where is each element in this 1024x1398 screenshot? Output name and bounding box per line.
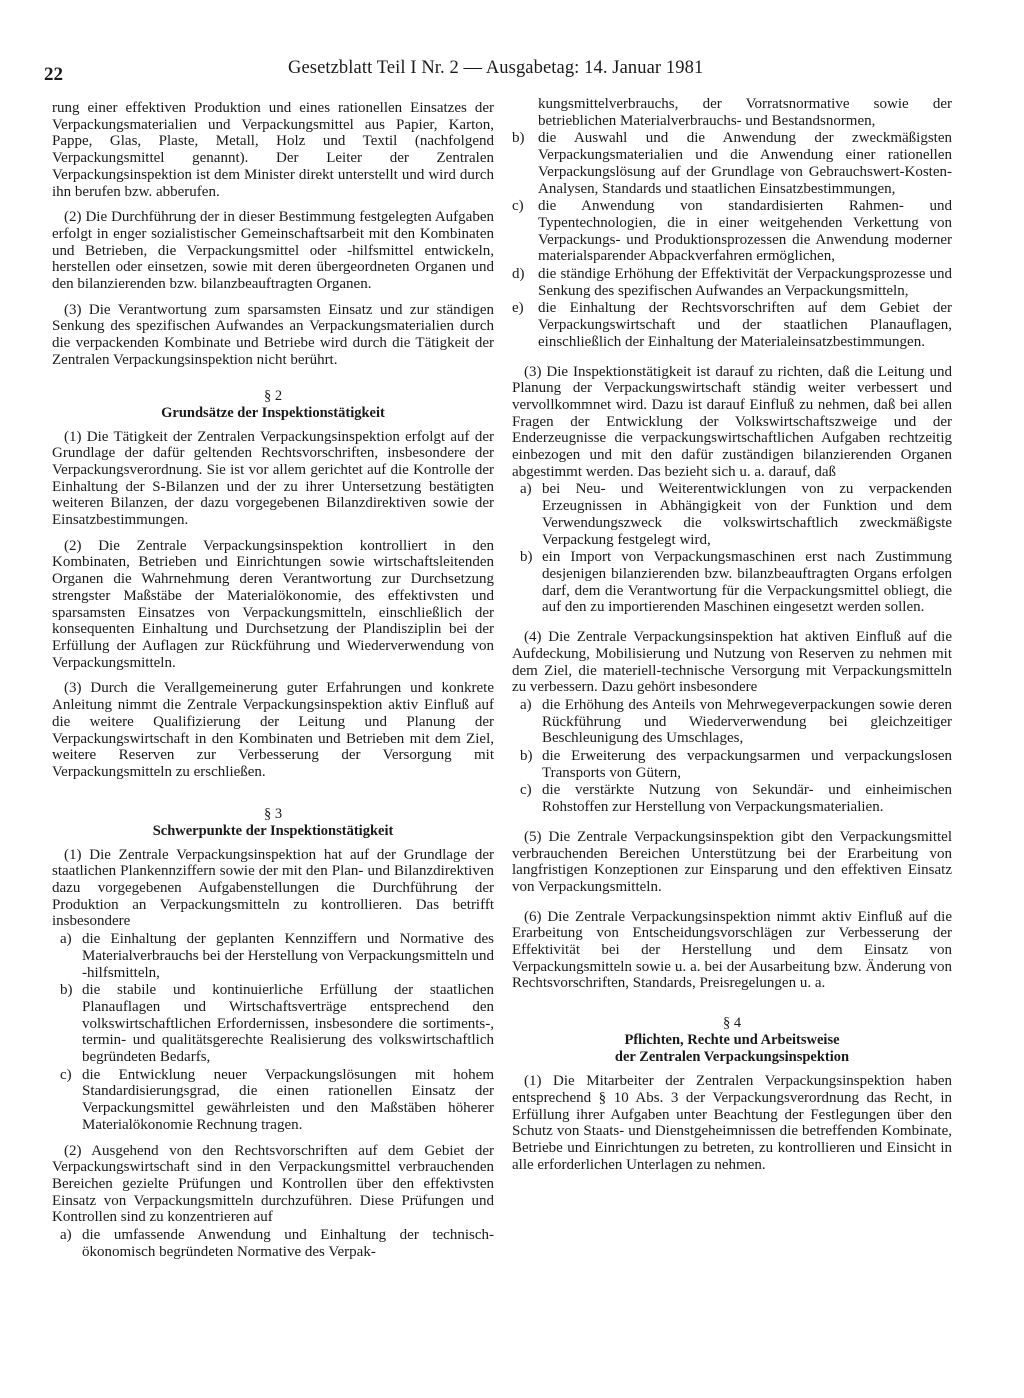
section-number-3: § 3 [263,805,283,822]
list-item [512,300,952,350]
list-item-text: die verstärkte Nutzung von Sekundär- und einheimischen Rohstoffen zur Herstellung von Verpackungsmaterialien. [542,782,952,816]
list-item-text: die Auswahl und die Anwendung der zweckmäßigsten Verpackungsmaterialien und die Anwendung einer rationellen Verpackungslösung auf der Grundlage von Gebrauchswert-Kosten-Analysen, Standards und staatlichen Einsatzbestimmungen, [538,130,952,197]
list-item-label: c) [520,782,532,799]
list-item-text: bei Neu- und Weiterentwicklungen von zu verpackenden Erzeugnissen in Abhängigkeit von der Funktion und dem Verwendungszweck die volkswirtschaftlich zweckmäßigste Verpackung festgelegt wird, [542,481,952,548]
paragraph-2-1: (1) Die Tätigkeit der Zentralen Verpackungsinspektion erfolgt auf der Grundlage der dafür geltenden Rechtsvorschriften, insbesondere der Verpackungsverordnung. Sie ist vor allem gerichtet auf die Kontrolle der Einhaltung der S-Bilanzen und der zu ihrer Untersetzung bestätigten weiteren Bilanzen, der dazu vorgegebenen Bilanzdirektiven sowie der Einsatzbestimmungen. [52,428,494,529]
paragraph-3-6: (6) Die Zentrale Verpackungsinspektion nimmt aktiv Einfluß auf die Erarbeitung von Entscheidungsvorschlägen zur Verbesserung der Effektivität bei der Herstellung und dem Einsatz von Verpackungsmitteln sowie u. a. bei der Ausarbeitung bzw. Änderung von Rechtsvorschriften, Standards, Preisregelungen u. a. [512,908,952,992]
paragraph-3-5: (5) Die Zentrale Verpackungsinspektion gibt den Verpackungsmittel verbrauchenden Bereichen Unterstützung bei der Erarbeitung von langfristigen Konzeptionen zur Einsparung und den effektiven Einsatz von Verpackungsmitteln. [512,828,952,895]
list-item-text: die Erhöhung des Anteils von Mehrwegeverpackungen sowie deren Rückführung und Wiederverwendung bei gleichzeitiger Beschleunigung des Umschlages, [542,696,952,747]
list-item-label: a) [520,696,532,713]
list-item-text: die stabile und kontinuierliche Erfüllung der staatlichen Planauflagen und Wirtschaftsverträge entsprechend den volkswirtschaftlichen Erfordernissen, insbesondere die sortiments-, termin- und qualitätsgerechte Realisierung des volkswirtschaftlich begründeten Bedarfs, [82,982,494,1066]
section-title-4-line-2: der Zentralen Verpackungsinspektion [614,1049,850,1066]
list-item-label: b) [520,748,533,765]
list-item [52,1067,494,1134]
list-item [52,982,494,1066]
paragraph-4-1: (1) Die Mitarbeiter der Zentralen Verpackungsinspektion haben entsprechend § 10 Abs. 3 der Verpackungsverordnung das Recht, in Erfüllung ihrer Aufgaben unter Beachtung der Festlegungen über den Schutz von Staats- und Dienstgeheimnissen die betreffenden Kombinate, Betriebe und Einrichtungen zu betreten, zu kontrollieren und Einsicht in alle erforderlichen Unterlagen zu nehmen. [512,1073,952,1173]
list-item-text: kungsmittelverbrauchs, der Vorratsnormative sowie der betrieblichen Materialverbrauchs- und Bestandsnormen, [538,96,952,129]
paragraph-3-2: (2) Ausgehend von den Rechtsvorschriften auf dem Gebiet der Verpackungswirtschaft sind in den Verpackungsmittel verbrauchenden Bereichen gezielte Prüfungen und Kontrollen über den effektivsten Einsatz von Verpackungsmitteln durchzuführen. Diese Prüfungen und Kontrollen sind zu konzentrieren auf [52,1142,494,1226]
paragraph-2-2: (2) Die Zentrale Verpackungsinspektion kontrolliert in den Kombinaten, Betrieben und Einrichtungen sowie wirtschaftsleitenden Organen die Wahrnehmung deren Verantwortung zur Durchsetzung strengster Maßstäbe der Materialökonomie, des effektivsten und sparsamsten Einsatzes von Verpackungsmitteln, einschließlich der konsequenten Einhaltung und Durchsetzung der Plandisziplin bei der Erfüllung der Auflagen zur Rückführung und Wiederverwendung von Verpackungsmitteln. [52,537,494,671]
page-header [44,54,974,94]
paragraph-3-1: (1) Die Zentrale Verpackungsinspektion hat auf der Grundlage der staatlichen Plankennziffern sowie der mit den Plan- und Bilanzdirektiven dazu vorgegebenen Aufgabenstellungen die Durchführung der Produktion an Verpackungsmitteln zu kontrollieren. Das betrifft insbesondere [52,846,494,930]
paragraph-2-3: (3) Durch die Verallgemeinerung guter Erfahrungen und konkrete Anleitung nimmt die Zentrale Verpackungsinspektion aktiv Einfluß auf die weitere Qualifizierung der Leitung und Planung der Verpackungswirtschaft in den Kombinaten und Betrieben mit dem Ziel, weitere Reserven zur Verbesserung der Versorgung mit Verpackungsmitteln zu erschließen. [52,680,494,780]
list-item [512,130,952,197]
list-item-label: b) [512,130,525,147]
list-item [512,697,952,747]
section-number-2: § 2 [263,387,283,404]
page-number: 22 [44,64,63,85]
list-item [512,481,952,548]
list-item-text: die Einhaltung der Rechtsvorschriften auf dem Gebiet der Verpackungswirtschaft und der staatlichen Planauflagen, einschließlich der Einhaltung der Materialeinsatzbestimmungen. [538,300,952,350]
list-item [512,782,952,815]
section-number-4: § 4 [722,1015,742,1032]
left-column [52,100,494,1260]
list-item-label: b) [520,549,533,566]
list-item-label: d) [512,266,525,283]
list-item-label: a) [60,931,72,948]
list-item-label: c) [512,198,524,215]
section-title-4-line-1: Pflichten, Rechte und Arbeitsweise [624,1032,840,1049]
paragraph-continued: rung einer effektiven Produktion und eines rationellen Einsatzes der Verpackungsmaterialien und Verpackungsmittel aus Papier, Karton, Pappe, Glas, Plaste, Metall, Holz und Textil (nachfolgend Verpackungsmittel genannt). Der Leiter der Zentralen Verpackungsinspektion ist dem Minister direkt unterstellt und wird durch ihn berufen bzw. abberufen. [52,100,494,200]
list-item [512,266,952,299]
list-item-text: die Einhaltung der geplanten Kennziffern und Normative des Materialverbrauchs bei der Herstellung von Verpackungsmitteln und -hilfsmitteln, [82,931,494,981]
paragraph-1-2: (2) Die Durchführung der in dieser Bestimmung festgelegten Aufgaben erfolgt in enger sozialistischer Gemeinschaftsarbeit mit den Kombinaten und Betrieben, die Verpackungsmittel oder -hilfsmittel entwickeln, herstellen oder einsetzen, sowie mit deren übergeordneten Organen und den bilanzierenden bzw. bilanzbeauftragten Organen. [52,209,494,293]
list-item-label: c) [60,1066,72,1083]
section-title-2: Grundsätze der Inspektionstätigkeit [161,404,385,421]
list-item-text: die ständige Erhöhung der Effektivität der Verpackungsprozesse und Senkung des spezifischen Aufwandes an Verpackungsmitteln, [538,266,952,299]
list-item [512,748,952,781]
gazette-header-title: Gesetzblatt Teil I Nr. 2 — Ausgabetag: 14. Januar 1981 [288,58,704,78]
paragraph-3-3: (3) Die Inspektionstätigkeit ist darauf zu richten, daß die Leitung und Planung der Verpackungswirtschaft ständig weiter verbessert und vervollkommnet wird. Dazu ist darauf Einfluß zu nehmen, daß bei allen Fragen der Entwicklung der Volkswirtschaftszweige und der Enderzeugnisse die verpackungswirtschaftlichen Aufgaben rechtzeitig einbezogen und mit den dafür zuständigen bilanzierenden Organen abgestimmt werden. Das bezieht sich u. a. darauf, daß [512,363,952,480]
list-item [52,931,494,981]
list-item-label: a) [520,481,532,498]
list-item-text: die umfassende Anwendung und Einhaltung der technisch-ökonomisch begründeten Normative des Verpak- [82,1227,494,1260]
list-item-text: die Anwendung von standardisierten Rahmen- und Typentechnologien, die in einer weitgehenden Verkettung von Verpackungs- und Produktionsprozessen die Anwendung moderner materialsparender Abpackverfahren ermöglichen, [538,198,952,265]
right-column [512,95,952,1173]
paragraph-3-4: (4) Die Zentrale Verpackungsinspektion hat aktiven Einfluß auf die Aufdeckung, Mobilisierung und Nutzung von Reserven zu nehmen mit dem Ziel, die materiell-technische Versorgung mit Verpackungsmitteln zu verbessern. Dazu gehört insbesondere [512,629,952,696]
list-item [512,549,952,616]
paragraph-1-3: (3) Die Verantwortung zum sparsamsten Einsatz und zur ständigen Senkung des spezifischen Aufwandes an Verpackungsmaterialien durch die verpackenden Kombinate und Betriebe wird durch die Tätigkeit der Zentralen Verpackungsinspektion nicht berührt. [52,301,494,368]
list-item-text: die Erweiterung des verpackungsarmen und verpackungslosen Transports von Gütern, [542,748,952,781]
list-item-text: ein Import von Verpackungsmaschinen erst nach Zustimmung desjenigen bilanzierenden bzw. bilanzbeauftragten Organs erfolgen darf, dem die Verantwortung für die Verpackungsmittel obliegt, die auf den zu importierenden Maschinen eingesetzt werden sollen. [542,549,952,616]
list-item-text: die Entwicklung neuer Verpackungslösungen mit hohem Standardisierungsgrad, die einen rationellen Einsatz der Verpackungsmittel gewährleisten und den Maßstäben höherer Materialökonomie Rechnung tragen. [82,1066,494,1133]
list-item-label: e) [512,300,524,317]
list-item-continued [512,96,952,129]
list-item-label: b) [60,982,73,999]
list-item [52,1227,494,1260]
list-item-label: a) [60,1227,72,1244]
list-item [512,198,952,265]
section-title-3: Schwerpunkte der Inspektionstätigkeit [152,822,394,839]
